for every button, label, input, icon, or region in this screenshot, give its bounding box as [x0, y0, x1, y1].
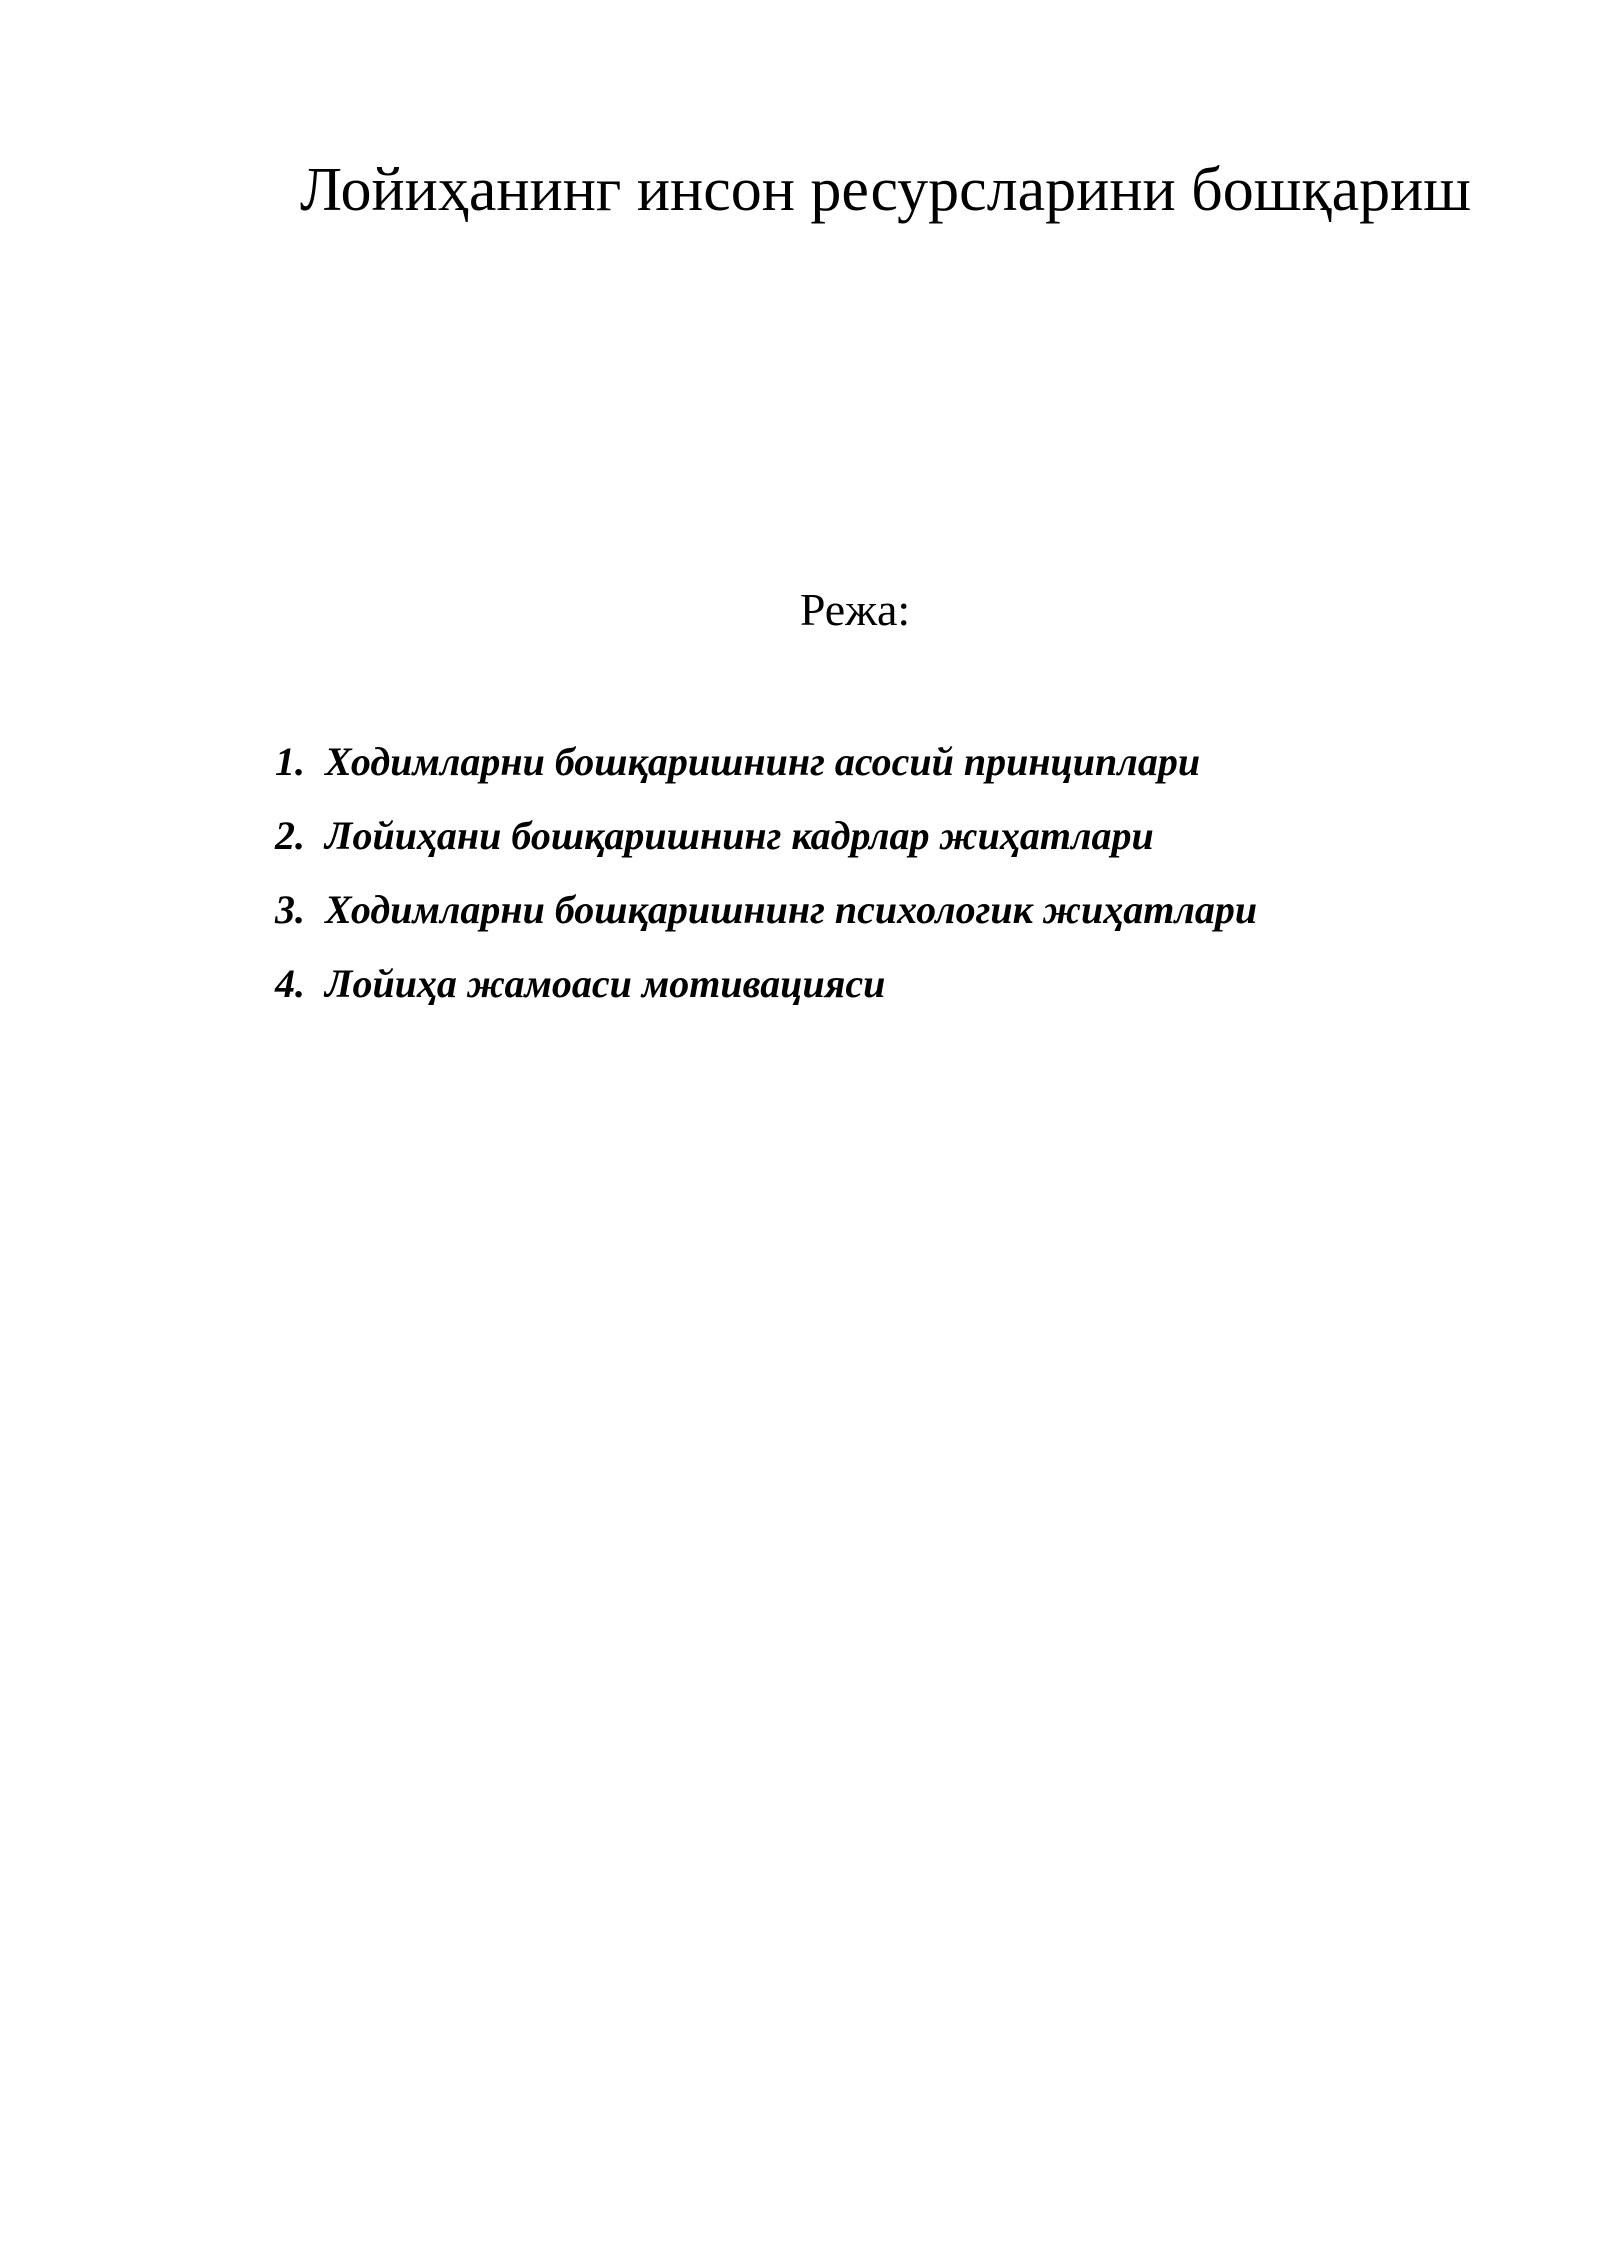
plan-item-number: 2.	[275, 813, 305, 858]
plan-item	[275, 799, 1257, 873]
plan-heading: Режа:	[799, 584, 911, 635]
plan-list	[275, 725, 1257, 1021]
plan-item-text: Ходимларни бошқаришнинг психологик жиҳатлари	[325, 887, 1258, 932]
plan-item-text: Ходимларни бошқаришнинг асосий принциплари	[325, 739, 1201, 784]
plan-item-number: 3.	[275, 887, 305, 932]
plan-item	[275, 725, 1257, 799]
plan-item-number: 1.	[275, 739, 305, 784]
plan-item-text: Лойиҳани бошқаришнинг кадрлар жиҳатлари	[325, 813, 1154, 858]
plan-item-text: Лойиҳа жамоаси мотивацияси	[325, 961, 886, 1006]
plan-item	[275, 873, 1257, 947]
document-title: Лойиҳанинг инсон ресурсларини бошқариш	[300, 156, 1472, 224]
plan-item-number: 4.	[275, 961, 305, 1006]
plan-item	[275, 947, 1257, 1021]
